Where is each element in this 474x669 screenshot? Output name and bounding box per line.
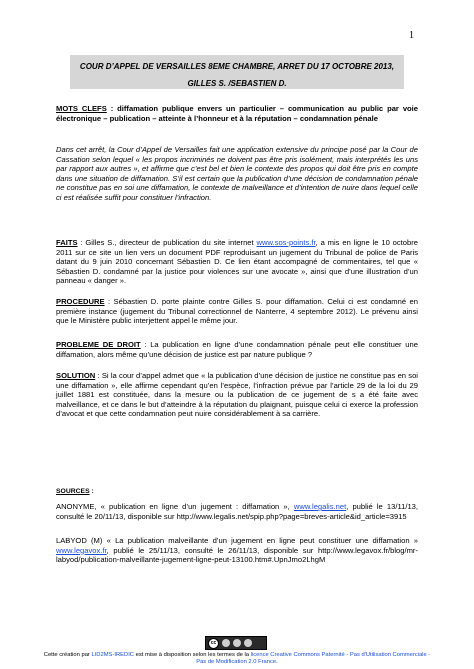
procedure-paragraph [56,297,418,326]
faits-text-before: : Gilles S., directeur de publication du site internet [77,238,257,247]
cc-logo-icon: cc [208,638,219,649]
license-footer [40,652,434,666]
source-2-text-before: LABYOD (M) « La publication malveillante d’un jugement en ligne peut constituer une diffamation » [56,536,418,545]
source-1-text-before: ANONYME, « publication en ligne d’un jugement : diffamation », [56,502,294,511]
procedure-label: PROCEDURE [56,297,105,306]
footer-text-2: est mise à disposition selon les termes de la [134,652,251,658]
probleme-label: PROBLEME DE DROIT [56,340,141,349]
solution-text: : Si la cour d’appel admet que « la publication d’une décision de justice ne constitue pas en soi une diffamation », elle affirme cependant qu’en l’espèce, l’infraction prévue par l’article 29 de la loi du 29 juillet 1881 est constituée, dans la mesure ou la publication de ce jugement de s a été faite avec malveillance, et ce dans le but d’atteindre à la réputation du plaignant, puisque celui ci exerce la profession d’avocat et que cette condamnation peut nuire considérablement à sa carrière. [56,371,418,419]
source-2-text-after: , publié le 25/11/13, consulté le 26/11/13, disponible sur http://www.legavox.fr/blog/mr-labyod/publication-malveillante-jugement-ligne-peut-13100.htm#.UpnJmo2LhgM [56,545,418,565]
case-title-line1: COUR D’APPEL DE VERSAILLES 8EME CHAMBRE, ARRET DU 17 OCTOBRE 2013, [79,62,395,71]
source-item-1 [56,502,418,521]
sources-label: SOURCES [56,488,90,495]
solution-paragraph [56,371,418,419]
keywords-text: : diffamation publique envers un particulier – communication au public par voie électronique – publication – atteinte à l’honneur et à la réputation – condamnation pénale [56,104,419,123]
intro-paragraph: Dans cet arrêt, la Cour d’Appel de Versailles fait une application extensive du principe posé par la Cour de Cassation selon lequel « les propos incriminés ne doivent pas être pris isolément, mais interprétés les uns par rapport aux autres », et affirme que c’est bel et bien le contexte des propos qui doit être pris en compte dans une situation de diffamation. S’il est certain que la publication d’une décision de condamnation pénale ne constitue pas en soi une diffamation, le contexte de malveillance et d’intention de nuire dans lequel celle ci est réalisée suffit pour constituer l’infraction. [56,145,418,202]
keywords-paragraph [56,104,418,123]
footer-text-3: . [276,659,278,665]
case-title-box [70,55,404,89]
sources-heading [56,487,418,497]
probleme-text: : La publication en ligne d’une condamnation pénale peut elle constituer une diffamation, alors même qu’une décision de justice est par nature publique ? [56,340,418,359]
faits-paragraph [56,238,418,286]
creative-commons-badge[interactable] [205,636,267,650]
keywords-label: MOTS CLEFS [56,104,107,113]
footer-org-link[interactable]: LID2MS-IREDIC [91,652,134,658]
procedure-text: : Sébastien D. porte plainte contre Gilles S. pour diffamation. Celui ci est condamné en première instance (jugement du Tribunal correctionnel de Nanterre, 4 septembre 2012). Le prévenu ainsi que le Ministère public interjettent appel le même jour. [56,297,418,326]
footer-text-1: Cette création par [43,652,92,658]
source-2-link[interactable]: www.legavox.fr [56,545,107,555]
faits-site-link[interactable]: www.sos-points.fr [256,238,316,247]
by-attribution-icon [222,639,230,647]
no-derivatives-icon [244,639,252,647]
probleme-paragraph [56,340,418,359]
faits-text-after: , a mis en ligne le 10 octobre 2011 sur ce site un lien vers un document PDF reproduisant un jugement du Tribunal de police de Paris datant du 9 juin 2010 concernant Sébastien D. Ce lien étant accompagné de commentaires, tel que « Sébastien D. condamné par la justice pour violences sur une avocate », ainsi que d’une illustration d’un panneau « danger ». [56,238,418,286]
faits-label: FAITS [56,238,78,247]
case-title-line2: GILLES S. /SEBASTIEN D. [187,79,287,88]
footer-license-link[interactable]: licence Creative Commons Paternité - Pas d'Utilisation Commerciale - Pas de Modification 2.0 France [196,652,431,665]
sources-colon: : [89,488,94,495]
page-number: 1 [409,30,414,41]
solution-label: SOLUTION [56,371,96,380]
source-1-text-after: , publié le 13/11/13, consulté le 20/11/13, disponible sur http://www.legalis.net/spip.php?page=breves-article&id_article=3915 [56,502,418,521]
source-1-link[interactable]: www.legalis.net [293,502,347,511]
source-item-2 [56,536,418,565]
noncommercial-icon [233,639,241,647]
